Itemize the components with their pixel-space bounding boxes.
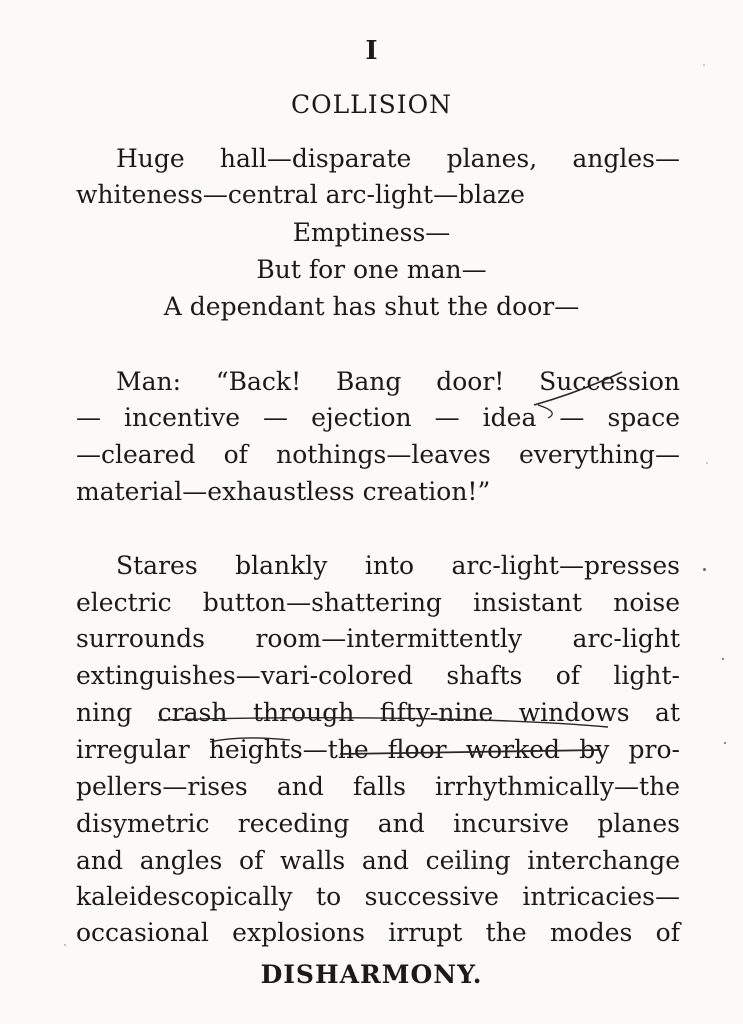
text-line: — incentive — ejection — idea — space — [76, 403, 680, 432]
text-line: occasional explosions irrupt the modes of — [76, 918, 680, 947]
text-line: But for one man— — [256, 255, 487, 284]
text-line: —cleared of nothings—leaves everything— — [76, 440, 680, 469]
paper-speck — [703, 64, 705, 66]
paper-speck — [64, 944, 66, 946]
text-line: kaleidescopically to successive intricacies— — [76, 882, 680, 911]
paper-speck — [706, 462, 708, 464]
text-line: material—exhaustless creation!” — [76, 477, 491, 506]
text-line: electric button—shattering insistant noise — [76, 588, 680, 617]
text-line: Man: “Back! Bang door! Succession — [116, 367, 680, 396]
text-line: Emptiness— — [292, 218, 451, 247]
text-line: ning crash through fifty-nine windows at — [76, 698, 680, 727]
chapter-title: COLLISION — [290, 90, 453, 119]
text-line: whiteness—central arc-light—blaze — [76, 180, 525, 209]
text-line: irregular heights—the floor worked by pro- — [76, 735, 680, 764]
paper-speck — [703, 568, 706, 571]
text-line: Huge hall—disparate planes, angles— — [116, 144, 680, 173]
paper-speck — [724, 742, 726, 744]
text-line: Stares blankly into arc-light—presses — [116, 551, 680, 580]
text-line: and angles of walls and ceiling interchange — [76, 846, 680, 875]
text-line: A dependant has shut the door— — [163, 292, 580, 321]
text-line: disymetric receding and incursive planes — [76, 809, 680, 838]
text-line: extinguishes—vari-colored shafts of light- — [76, 661, 680, 690]
paper-speck — [722, 658, 724, 660]
closing-word: DISHARMONY. — [260, 960, 483, 989]
chapter-number: I — [365, 36, 378, 66]
text-line: surrounds room—intermittently arc-light — [76, 624, 680, 653]
text-line: pellers—rises and falls irrhythmically—the — [76, 772, 680, 801]
